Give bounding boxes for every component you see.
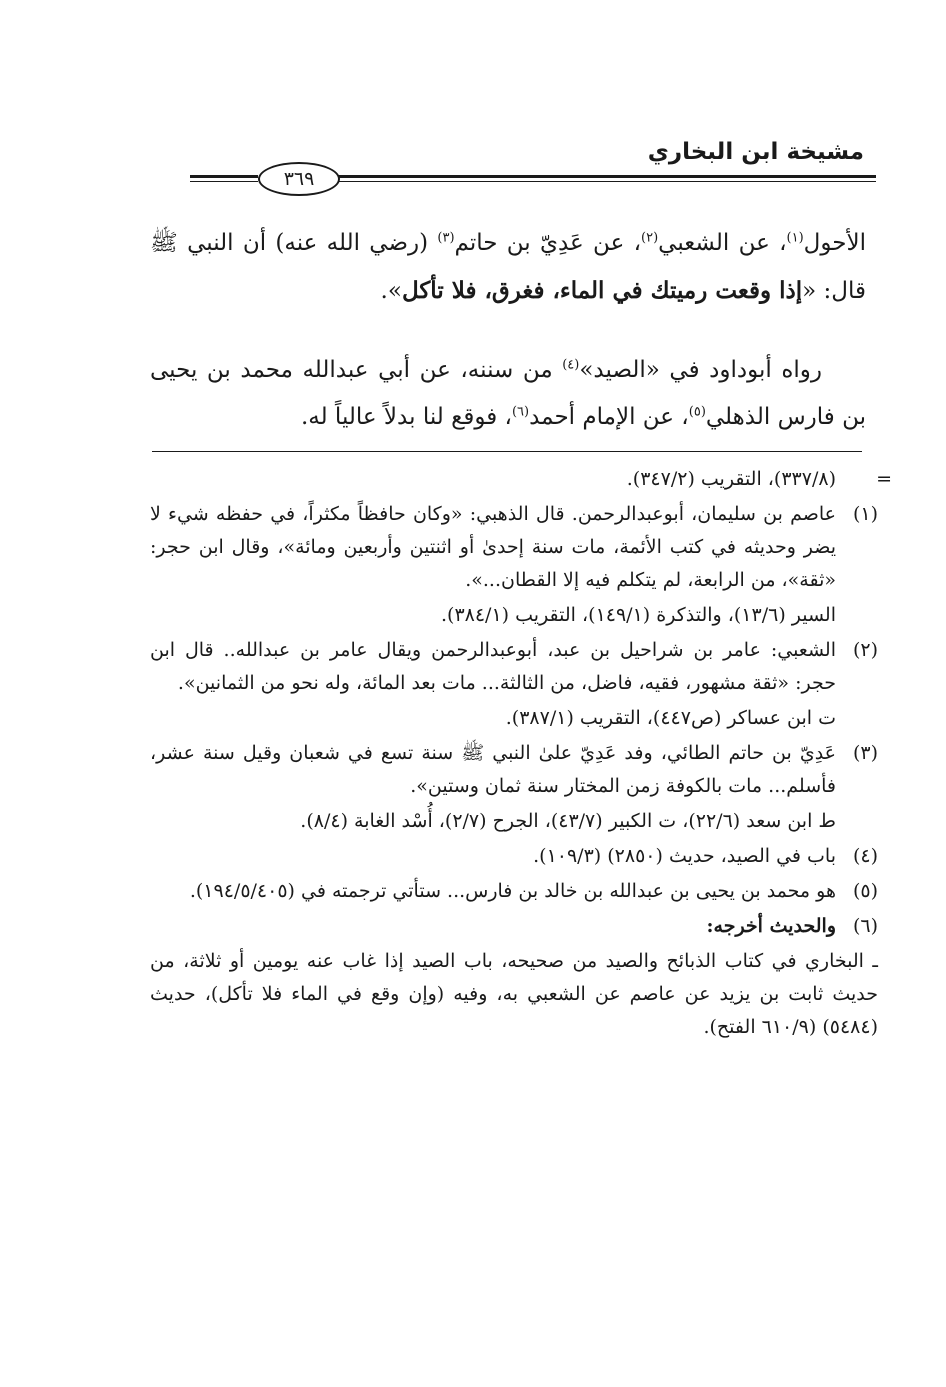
footnote-number: (١) — [852, 503, 878, 525]
footnote-ref-6: (٦) — [511, 404, 530, 420]
footnote-content — [150, 737, 836, 838]
text-segment: ». — [380, 278, 402, 304]
footnote-number: (٤) — [852, 845, 878, 867]
footnote-continuation — [150, 463, 892, 496]
footnote-text: باب في الصيد، حديث (٢٨٥٠) (١٠٩/٣). — [533, 845, 836, 867]
text-segment: ، فوقع لنا بدلاً عالياً له. — [300, 404, 512, 430]
footnote-ref-2: (٢) — [641, 230, 659, 246]
footnote-content — [150, 634, 836, 735]
footnote-text: عاصم بن سليمان، أبوعبدالرحمن. قال الذهبي: «وكان حافظاً مكثراً، في حفظه شيء لا يضر وحديثه في كتب الأئمة، مات سنة إحدىٰ أو اثنتين وأربعين ومائة»، وقال ابن حجر: «ثقة»، من الرابعة، لم يتكلم فيه إلا القطان...». — [150, 503, 836, 591]
footnote-number: (٢) — [852, 639, 878, 661]
footnote-heading: والحديث أخرجه: — [706, 915, 836, 937]
footnote-ref-5: (٥) — [688, 404, 706, 420]
footnote-number: (٥) — [852, 880, 878, 902]
footnote-number: (٣) — [852, 742, 878, 764]
footnote-6 — [150, 910, 878, 943]
text-segment: (رضي الله عنه) أن النبي ﷺ قال: « — [150, 230, 866, 304]
header-rule-left-thin — [190, 181, 258, 182]
footnote-source: السير (١٣/٦)، والتذكرة (١٤٩/١)، التقريب (٣٨٤/١). — [440, 604, 836, 626]
footnote-ref-3: (٣) — [437, 230, 455, 246]
footnote-2 — [150, 634, 878, 735]
footnote-final-paragraph: ـ البخاري في كتاب الذبائح والصيد من صحيحه، باب الصيد إذا غاب عنه يومين أو ثلاثة، من حديث ثابت بن يزيد عن عاصم عن الشعبي به، وفيه (وإن وقع في الماء فلا تأكل)، حديث (٥٤٨٤) (٦١٠/٩ الفتح). — [150, 950, 878, 1038]
footnotes — [150, 463, 892, 1044]
header-rule-right-thin — [336, 181, 876, 182]
footnote-5 — [150, 875, 878, 908]
hadith-quote: إذا وقعت رميتك في الماء، فغرق، فلا تأكل — [401, 277, 803, 304]
footnote-source: ت ابن عساكر (ص٤٤٧)، التقريب (٣٨٧/١). — [505, 707, 836, 729]
main-paragraph-1 — [150, 220, 866, 315]
footnote-number-spacer — [836, 463, 878, 496]
main-paragraph-2 — [150, 347, 866, 441]
footnote-text: هو محمد بن يحيى بن عبدالله بن خالد بن فارس... ستأتي ترجمته في (١٩٤/٥/٤٠٥). — [189, 880, 836, 902]
footnote-source: ط ابن سعد (٢٢/٦)، ت الكبير (٤٣/٧)، الجرح (٢/٧)، أُسْد الغابة (٨/٤). — [300, 810, 836, 832]
text-segment: من سننه، عن أبي عبدالله محمد بن يحيى بن فارس الذهلي — [150, 357, 866, 430]
footnote-separator — [152, 451, 862, 452]
text-segment: الأحول — [803, 230, 866, 256]
footnote-1 — [150, 498, 878, 632]
page-number: ٣٦٩ — [258, 162, 340, 196]
footnote-4 — [150, 840, 878, 873]
footnote-ref-4: (٤) — [562, 357, 580, 373]
footnote-number: (٦) — [852, 915, 878, 937]
header-rule-right-thick — [336, 175, 876, 178]
footnote-content — [150, 498, 836, 632]
footnote-3 — [150, 737, 878, 838]
footnote-text: الشعبي: عامر بن شراحيل بن عبد، أبوعبدالرحمن ويقال عامر بن عبدالله.. قال ابن حجر: «ثقة مشهور، فقيه، فاضل، من الثالثة... مات بعد المائة، وله نحو من الثمانين». — [150, 639, 836, 694]
text-segment: رواه أبوداود في «الصيد» — [579, 357, 822, 383]
text-segment: ، عن عَدِيّ بن حاتم — [454, 230, 642, 256]
continuation-text: (٣٣٧/٨)، التقريب (٣٤٧/٢). — [626, 468, 836, 490]
footnote-text: عَدِيّ بن حاتم الطائي، وفد عَدِيّ علىٰ النبي ﷺ سنة تسع في شعبان وقيل سنة عشر، فأسلم... مات بالكوفة زمن المختار سنة ثمان وستين». — [150, 742, 836, 797]
continuation-marker: = — [876, 468, 892, 490]
header-rule-left-thick — [190, 175, 258, 178]
text-segment: ، عن الإمام أحمد — [529, 404, 689, 430]
footnote-ref-1: (١) — [786, 230, 804, 246]
running-header-title: مشيخة ابن البخاري — [647, 139, 864, 165]
text-segment: ، عن الشعبي — [658, 230, 787, 256]
